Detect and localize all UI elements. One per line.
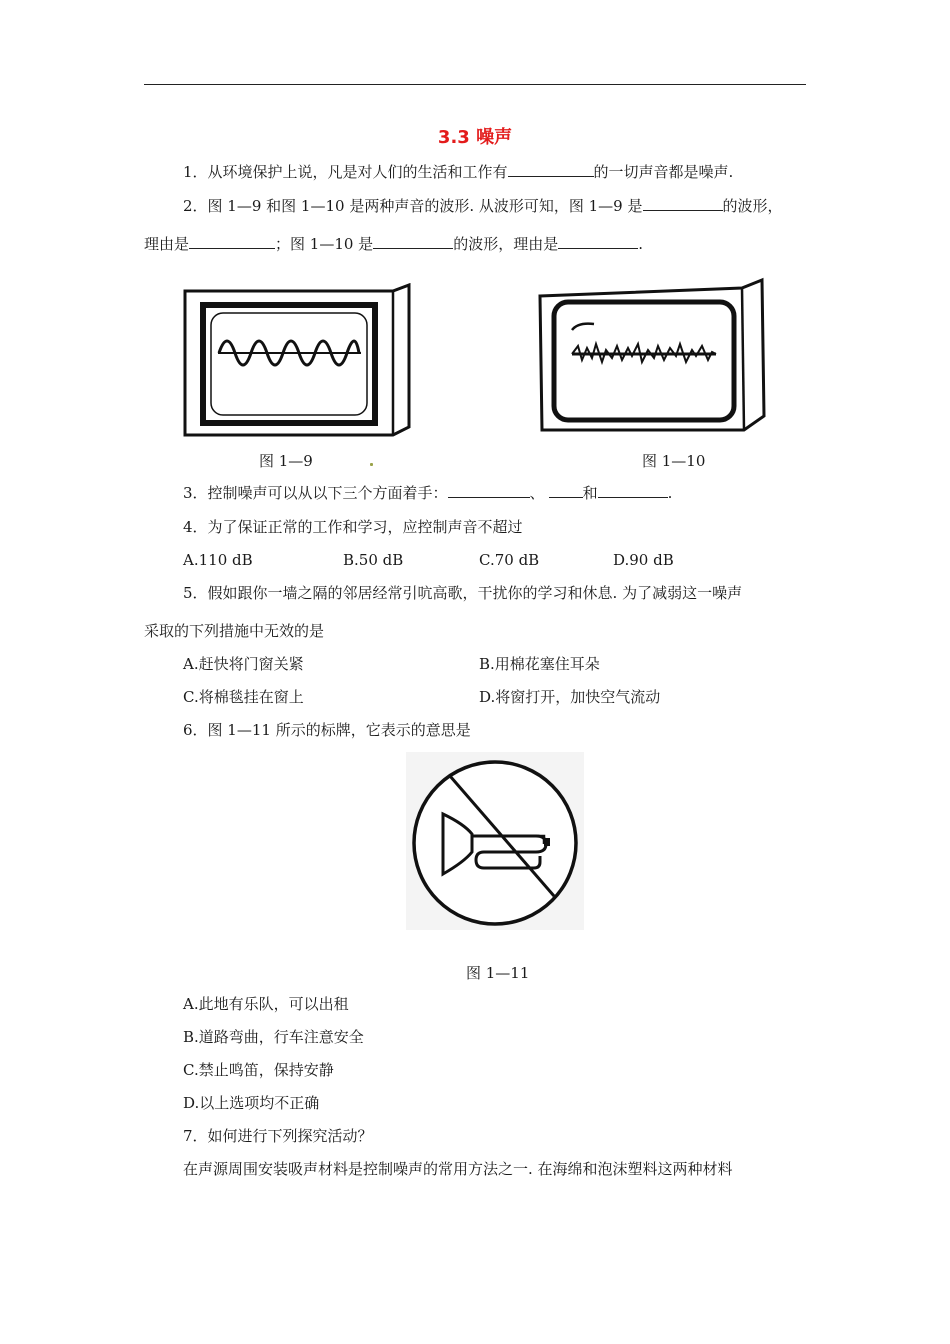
q5-option-b[interactable]: B.用棉花塞住耳朵: [479, 655, 600, 673]
q3-sep-2: 和: [582, 484, 598, 502]
question-7: 7．如何进行下列探究活动？: [183, 1127, 373, 1145]
q1-text-end: 的一切声音都是噪声.: [593, 163, 734, 181]
figure-1-11-no-horn-sign: [406, 752, 584, 930]
q4-option-c[interactable]: C.70 dB: [479, 551, 540, 569]
q3-blank-3[interactable]: [598, 483, 668, 498]
q4-option-a[interactable]: A.110 dB: [183, 551, 253, 569]
q2-blank-2[interactable]: [189, 234, 275, 249]
q6-option-a[interactable]: A.此地有乐队，可以出租: [183, 995, 349, 1013]
q5-option-c[interactable]: C.将棉毯挂在窗上: [183, 688, 304, 706]
q2-reason-label-2: 的波形，理由是: [453, 235, 559, 253]
figure-1-9-sine-wave-monitor: [183, 283, 411, 438]
figure-1-11-caption: 图 1—11: [466, 964, 530, 982]
q2-text-end: 的波形，: [722, 197, 783, 215]
q4-option-d[interactable]: D.90 dB: [613, 551, 674, 569]
question-5-line-2: 采取的下列措施中无效的是: [144, 622, 325, 640]
question-5: 5．假如跟你一墙之隔的邻居经常引吭高歌，干扰你的学习和休息. 为了减弱这一噪声: [183, 584, 743, 602]
question-2: [183, 195, 783, 217]
q1-text: 1．从环境保护上说，凡是对人们的生活和工作有: [183, 163, 508, 181]
figure-1-10-noise-monitor: [532, 266, 770, 438]
question-2-line-2: [144, 233, 643, 255]
q2-period: .: [638, 235, 643, 253]
q3-text: 3．控制噪声可以从以下三个方面着手：: [183, 484, 448, 502]
question-1: [183, 161, 733, 183]
question-6: 6．图 1—11 所示的标牌，它表示的意思是: [183, 721, 471, 739]
question-7-line-2: 在声源周围安装吸声材料是控制噪声的常用方法之一. 在海绵和泡沫塑料这两种材料: [183, 1160, 733, 1178]
q2-text: 2．图 1—9 和图 1—10 是两种声音的波形. 从波形可知，图 1—9 是: [183, 197, 643, 215]
speck-dot: [370, 463, 373, 466]
header-rule: [144, 84, 806, 85]
figure-1-9-caption: 图 1—9: [259, 452, 313, 470]
q6-option-d[interactable]: D.以上选项均不正确: [183, 1094, 320, 1112]
question-3: [183, 482, 672, 504]
q2-fig10-label: ；图 1—10 是: [275, 235, 374, 253]
q5-option-d[interactable]: D.将窗打开，加快空气流动: [479, 688, 661, 706]
q2-blank-4[interactable]: [558, 234, 638, 249]
q2-reason-label: 理由是: [144, 235, 190, 253]
q6-option-b[interactable]: B.道路弯曲，行车注意安全: [183, 1028, 364, 1046]
q6-option-c[interactable]: C.禁止鸣笛，保持安静: [183, 1061, 334, 1079]
q4-option-b[interactable]: B.50 dB: [343, 551, 404, 569]
q3-blank-1[interactable]: [448, 483, 530, 498]
question-4: 4．为了保证正常的工作和学习，应控制声音不超过: [183, 518, 523, 536]
q2-blank-1[interactable]: [643, 196, 723, 211]
page-title: 3.3 噪声: [437, 127, 513, 148]
figure-1-10-caption: 图 1—10: [642, 452, 706, 470]
q3-sep-1: 、: [529, 484, 545, 502]
q1-blank[interactable]: [508, 162, 594, 177]
q3-end: .: [667, 484, 673, 502]
q2-blank-3[interactable]: [373, 234, 453, 249]
q3-blank-2[interactable]: [549, 483, 583, 498]
q5-option-a[interactable]: A.赶快将门窗关紧: [183, 655, 304, 673]
